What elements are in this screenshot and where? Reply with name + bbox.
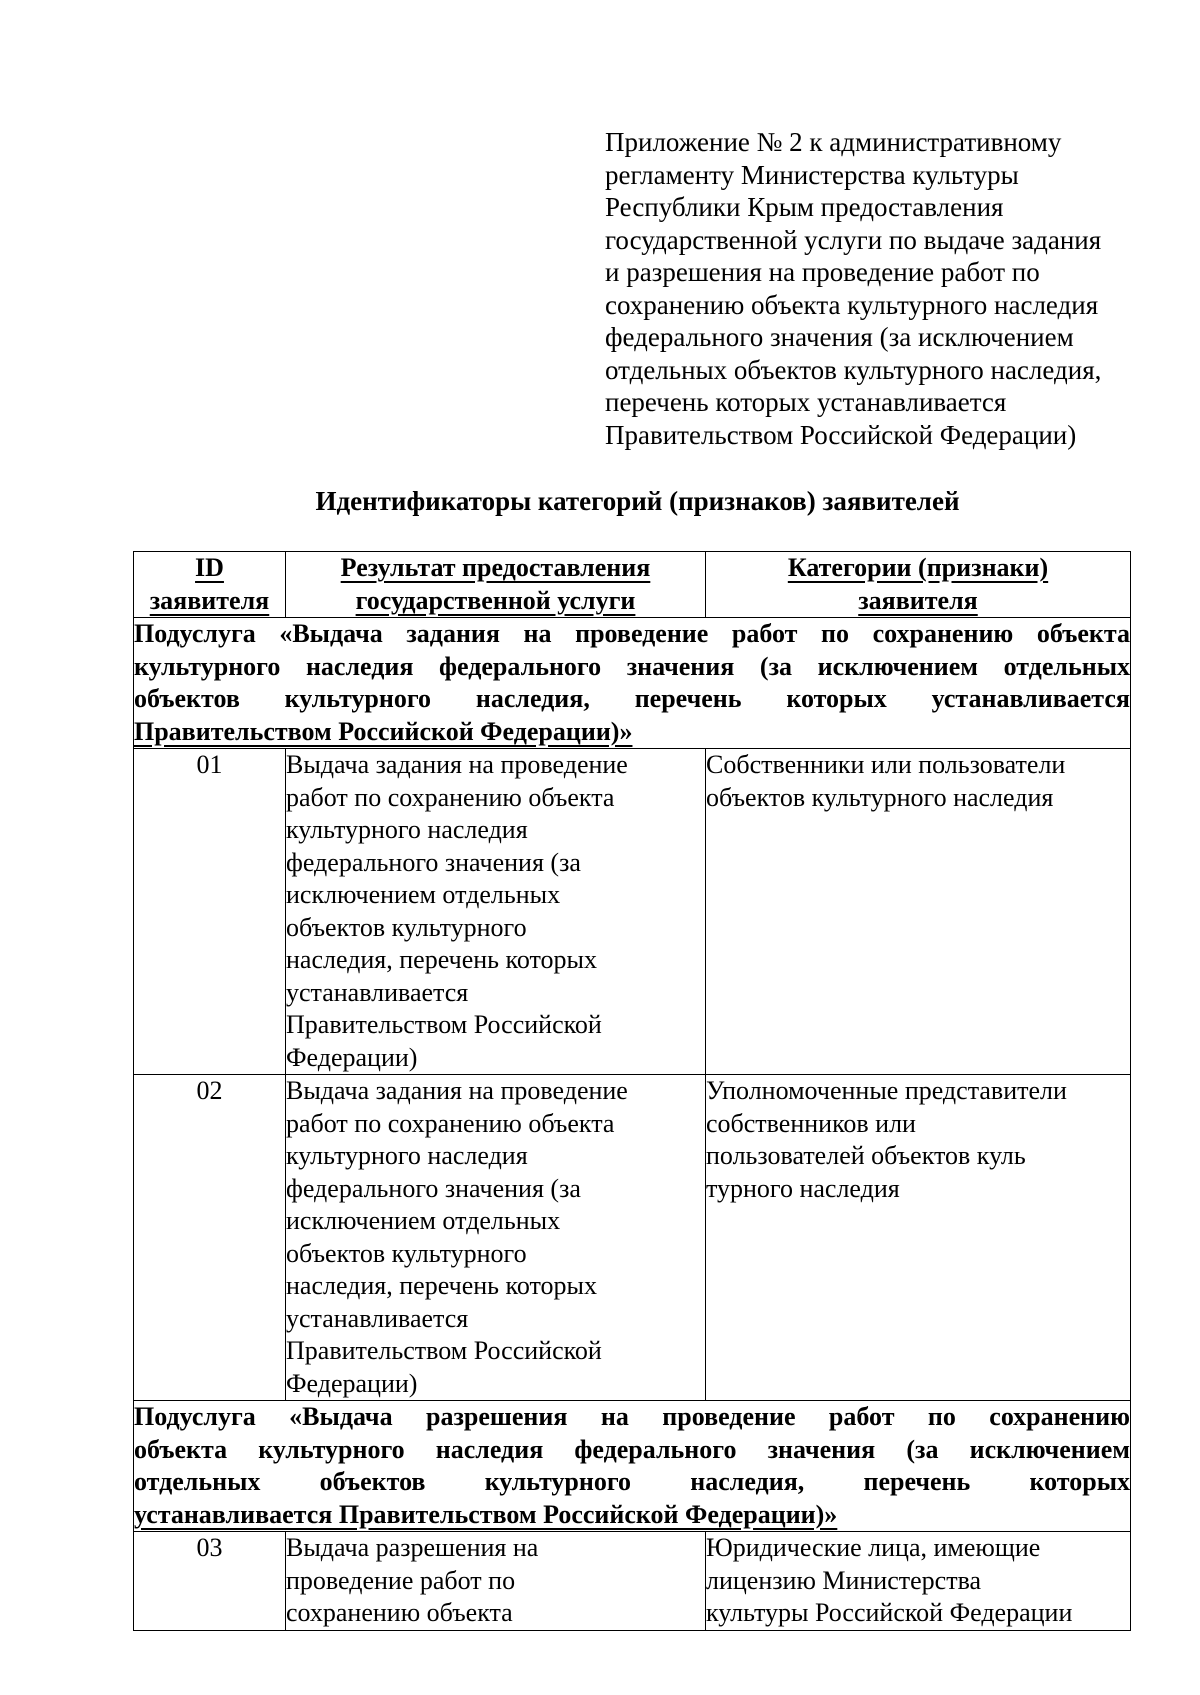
subservice-title-1	[134, 618, 1131, 749]
appendix-line: сохранению объекта культурного наследия	[605, 289, 1099, 320]
result-line: культурного наследия	[286, 1141, 528, 1170]
subservice-line: объекта культурного наследия федерального значения (за исключением	[134, 1434, 1130, 1464]
appendix-line: и разрешения на проведение работ по	[605, 257, 1040, 287]
result-line: Федерации)	[286, 1042, 418, 1072]
header-result-line: государственной услуги	[355, 585, 636, 615]
appendix-line: Республики Крым предоставления	[605, 192, 1004, 222]
header-id-line: ID	[195, 553, 224, 582]
category-line: пользователей объектов куль	[706, 1141, 1026, 1170]
result-line: работ по сохранению объекта	[286, 1108, 615, 1138]
header-category-line: заявителя	[858, 585, 978, 615]
result-line: федерального значения (за	[286, 847, 581, 877]
result-line: объектов культурного	[286, 1238, 527, 1268]
applicant-id: 03	[134, 1532, 286, 1631]
appendix-line: государственной услуги по выдаче задания	[605, 224, 1102, 255]
subservice-row-1	[134, 618, 1131, 749]
category-cell	[706, 1532, 1131, 1631]
subservice-line: Подуслуга «Выдача разрешения на проведение работ по сохранению	[134, 1402, 1130, 1431]
header-id-line: заявителя	[149, 585, 270, 615]
table-row	[134, 1532, 1131, 1631]
subservice-line: Правительством Российской Федерации)»	[134, 716, 633, 746]
category-cell	[706, 749, 1131, 1075]
result-line: Выдача разрешения на	[286, 1533, 539, 1562]
result-line: исключением отдельных	[286, 1206, 561, 1235]
result-line: исключением отдельных	[286, 880, 561, 909]
appendix-line: Приложение № 2 к административному	[605, 127, 1062, 157]
subservice-line: отдельных объектов культурного наследия, перечень которых	[134, 1467, 1130, 1496]
subservice-line: Подуслуга «Выдача задания на проведение работ по сохранению объекта	[134, 619, 1130, 648]
result-cell	[286, 1075, 706, 1401]
table-row	[134, 749, 1131, 1075]
result-line: культурного наследия	[286, 815, 528, 844]
header-category	[706, 552, 1131, 618]
appendix-line: перечень которых устанавливается	[605, 387, 1007, 417]
result-line: Правительством Российской	[286, 1336, 602, 1365]
appendix-line: Правительством Российской Федерации)	[605, 419, 1077, 450]
appendix-line: отдельных объектов культурного наследия,	[605, 354, 1102, 385]
result-line: объектов культурного	[286, 912, 527, 942]
category-line: Уполномоченные представители	[706, 1076, 1067, 1105]
result-cell	[286, 749, 706, 1075]
table-header-row	[134, 552, 1131, 618]
result-line: Федерации)	[286, 1368, 418, 1398]
result-line: Выдача задания на проведение	[286, 1076, 628, 1105]
result-line: Выдача задания на проведение	[286, 750, 628, 779]
subservice-line: культурного наследия федерального значения (за исключением отдельных	[134, 651, 1130, 681]
category-line: Собственники или пользователи	[706, 750, 1066, 779]
subservice-line: объектов культурного наследия, перечень которых устанавливается	[134, 684, 1130, 713]
result-line: наследия, перечень которых	[286, 945, 597, 974]
result-line: проведение работ по	[286, 1565, 516, 1595]
category-line: собственников или	[706, 1108, 916, 1138]
category-line: культуры Российской Федерации	[706, 1598, 1073, 1627]
table-row	[134, 1075, 1131, 1401]
result-line: Правительством Российской	[286, 1010, 602, 1039]
category-cell	[706, 1075, 1131, 1401]
subservice-line: устанавливается Правительством Российской Федерации)»	[134, 1499, 838, 1529]
header-id	[134, 552, 286, 618]
header-result	[286, 552, 706, 618]
appendix-line: регламенту Министерства культуры	[605, 159, 1019, 190]
subservice-title-2	[134, 1401, 1131, 1532]
result-cell	[286, 1532, 706, 1631]
category-line: лицензию Министерства	[706, 1565, 982, 1595]
result-line: устанавливается	[286, 977, 469, 1007]
header-result-line: Результат предоставления	[340, 553, 651, 582]
header-category-line: Категории (признаки)	[787, 553, 1049, 582]
result-line: федерального значения (за	[286, 1173, 581, 1203]
applicant-categories-table	[133, 551, 1131, 1631]
result-line: устанавливается	[286, 1303, 469, 1333]
document-title: Идентификаторы категорий (признаков) заявителей	[315, 486, 960, 516]
category-line: объектов культурного наследия	[706, 782, 1054, 812]
result-line: сохранению объекта	[286, 1598, 513, 1627]
applicant-id: 02	[134, 1075, 286, 1401]
result-line: работ по сохранению объекта	[286, 782, 615, 812]
category-line: турного наследия	[706, 1173, 900, 1203]
applicant-id: 01	[134, 749, 286, 1075]
appendix-line: федерального значения (за исключением	[605, 322, 1074, 352]
result-line: наследия, перечень которых	[286, 1271, 597, 1300]
appendix-note	[605, 126, 1165, 451]
category-line: Юридические лица, имеющие	[706, 1533, 1041, 1562]
subservice-row-2	[134, 1401, 1131, 1532]
